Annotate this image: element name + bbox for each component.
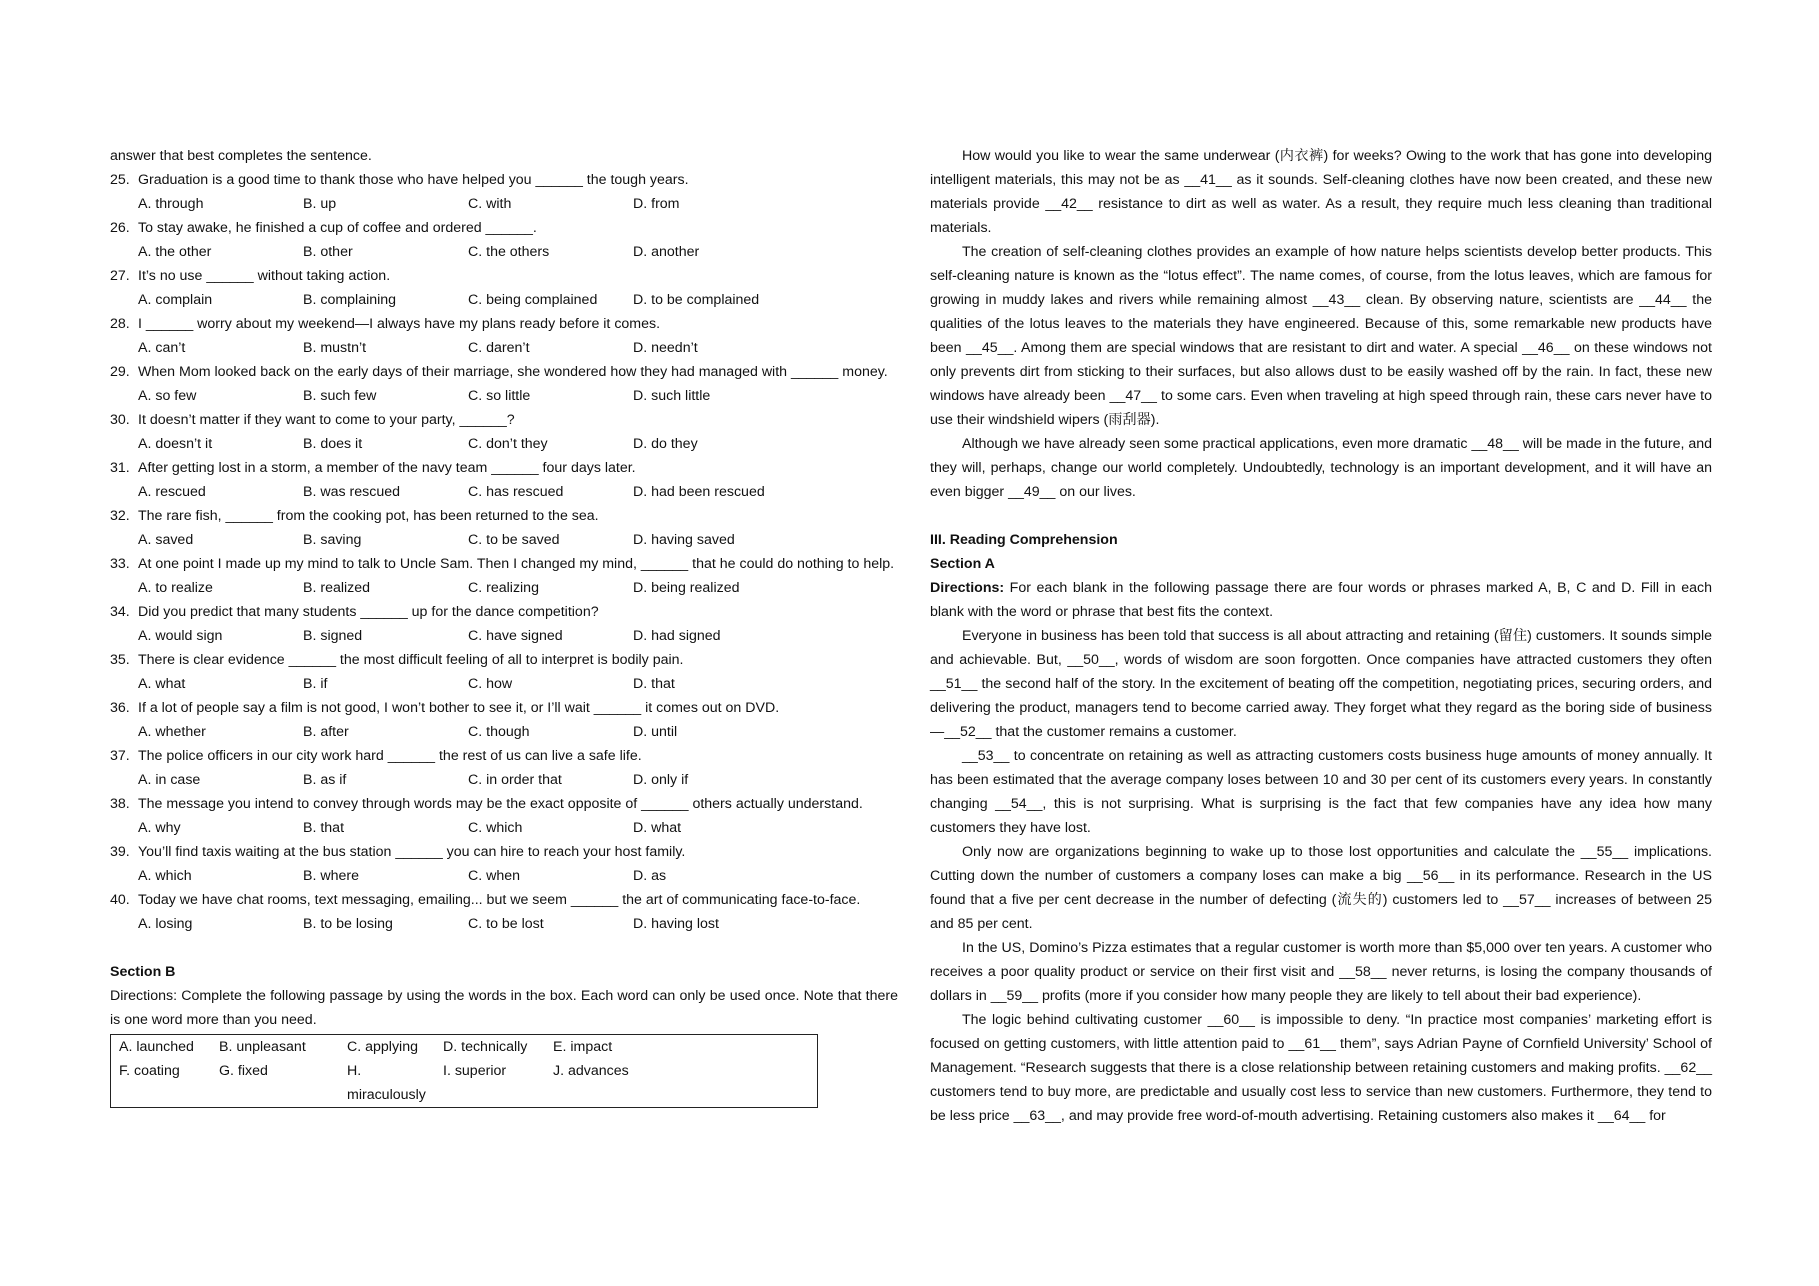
question-stem: There is clear evidence ______ the most difficult feeling of all to interpret is bodily pain.	[138, 652, 684, 668]
answer-option: A. which	[138, 868, 192, 884]
question-stem: When Mom looked back on the early days of their marriage, she wondered how they had managed with ______ money.	[138, 364, 888, 380]
answer-option: C. daren’t	[468, 340, 530, 356]
question-number: 34.	[110, 604, 130, 620]
section-b-directions: Directions: Complete the following passage by using the words in the box. Each word can only be used once. Note that there is one word more than you need.	[110, 988, 898, 1028]
question-item	[110, 168, 898, 216]
answer-option: B. up	[303, 196, 337, 212]
question-number: 33.	[110, 556, 130, 572]
question-number: 25.	[110, 172, 130, 188]
answer-option: B. other	[303, 244, 353, 260]
directions-label: Directions:	[930, 580, 1005, 596]
question-item	[110, 600, 898, 648]
answer-option: D. such little	[633, 388, 711, 404]
answer-option: C. when	[468, 868, 521, 884]
answer-option: B. if	[303, 676, 328, 692]
answer-option: A. rescued	[138, 484, 206, 500]
word-box-item: D. technically	[443, 1039, 528, 1055]
answer-option: D. only if	[633, 772, 689, 788]
answer-option: D. having lost	[633, 916, 719, 932]
question-stem: The message you intend to convey through words may be the exact opposite of ______ others actually understand.	[138, 796, 863, 812]
passage-paragraph-7: In the US, Domino’s Pizza estimates that a regular customer is worth more than $5,000 over ten years. A customer who receives a poor quality product or service on their first visit and __58__ never returns, is losing the company thousands of dollars in __59__ profits (more if you consider how many people they are likely to tell about their bad experience).	[930, 940, 1712, 1004]
answer-option: C. don’t they	[468, 436, 548, 452]
question-item	[110, 696, 898, 744]
passage-paragraph-5: __53__ to concentrate on retaining as well as attracting customers costs business huge amounts of money annually. It has been estimated that the average company loses between 10 and 30 per cent of its customers every years. In constantly changing __54__, this is not surprising. What is surprising is the fact that few companies have any idea how many customers they have lost.	[930, 748, 1712, 836]
question-stem: At one point I made up my mind to talk to Uncle Sam. Then I changed my mind, ______ that he could do nothing to help.	[138, 556, 895, 572]
answer-option: D. another	[633, 244, 700, 260]
word-box-item: I. superior	[443, 1063, 507, 1079]
answer-option: A. so few	[138, 388, 197, 404]
question-number: 36.	[110, 700, 130, 716]
answer-option: C. so little	[468, 388, 531, 404]
answer-option: C. to be saved	[468, 532, 560, 548]
question-item	[110, 888, 898, 936]
answer-option: C. have signed	[468, 628, 563, 644]
answer-option: B. realized	[303, 580, 371, 596]
question-item	[110, 504, 898, 552]
answer-option: A. can’t	[138, 340, 186, 356]
answer-option: D. from	[633, 196, 680, 212]
question-stem: Did you predict that many students ______ up for the dance competition?	[138, 604, 599, 620]
answer-option: D. do they	[633, 436, 698, 452]
answer-option: C. the others	[468, 244, 550, 260]
word-box-item: J. advances	[553, 1063, 629, 1079]
word-box-item: G. fixed	[219, 1063, 268, 1079]
question-item	[110, 456, 898, 504]
answer-option: B. after	[303, 724, 349, 740]
question-number: 40.	[110, 892, 130, 908]
section-a-directions	[930, 576, 1712, 624]
answer-option: A. in case	[138, 772, 201, 788]
answer-option: C. with	[468, 196, 512, 212]
answer-option: C. though	[468, 724, 530, 740]
answer-option: A. whether	[138, 724, 206, 740]
question-item	[110, 792, 898, 840]
question-stem: It’s no use ______ without taking action.	[138, 268, 391, 284]
word-box-item: A. launched	[119, 1039, 194, 1055]
word-box-item: F. coating	[119, 1063, 180, 1079]
passage-paragraph-3: Although we have already seen some practical applications, even more dramatic __48__ will be made in the future, and they will, perhaps, change our world completely. Undoubtedly, technology is an important development, and it will have an even bigger __49__ on our lives.	[930, 436, 1713, 500]
answer-option: D. had signed	[633, 628, 721, 644]
answer-option: D. to be complained	[633, 292, 760, 308]
question-stem: After getting lost in a storm, a member of the navy team ______ four days later.	[138, 460, 636, 476]
answer-option: A. would sign	[138, 628, 223, 644]
question-stem: Today we have chat rooms, text messaging, emailing... but we seem ______ the art of communicating face-to-face.	[138, 892, 861, 908]
answer-option: A. losing	[138, 916, 193, 932]
answer-option: B. was rescued	[303, 484, 400, 500]
question-item	[110, 216, 898, 264]
answer-option: A. the other	[138, 244, 212, 260]
question-number: 37.	[110, 748, 130, 764]
answer-option: D. being realized	[633, 580, 740, 596]
answer-option: C. which	[468, 820, 523, 836]
question-number: 32.	[110, 508, 130, 524]
passage-paragraph-6: Only now are organizations beginning to wake up to those lost opportunities and calculate the __55__ implications. Cutting down the number of customers a company loses can make a big __56__ in its performance. Research in the US found that a five per cent decrease in the number of defecting (流失的) customers led to __57__ increases of between 25 and 85 per cent.	[930, 844, 1712, 932]
question-stem: To stay awake, he finished a cup of coffee and ordered ______.	[138, 220, 537, 236]
word-box	[110, 1034, 818, 1108]
answer-option: D. what	[633, 820, 682, 836]
question-number: 35.	[110, 652, 130, 668]
answer-option: B. where	[303, 868, 359, 884]
answer-option: C. has rescued	[468, 484, 564, 500]
question-number: 38.	[110, 796, 130, 812]
question-stem: The rare fish, ______ from the cooking pot, has been returned to the sea.	[138, 508, 599, 524]
section-a-title: Section A	[930, 556, 995, 572]
answer-option: B. does it	[303, 436, 363, 452]
answer-option: C. to be lost	[468, 916, 544, 932]
question-stem: The police officers in our city work hard ______ the rest of us can live a safe life.	[138, 748, 642, 764]
question-item	[110, 312, 898, 360]
question-item	[110, 648, 898, 696]
passage-paragraph-1: How would you like to wear the same underwear (内衣裤) for weeks? Owing to the work that has gone into developing intelligent materials, this may not be as __41__ as it sounds. Self-cleaning clothes have now been created, and these new materials provide __42__ resistance to dirt as well as water. As a result, they require much less cleaning than traditional materials.	[930, 148, 1712, 236]
answer-option: B. saving	[303, 532, 362, 548]
word-box-item: C. applying	[347, 1039, 418, 1055]
answer-option: C. how	[468, 676, 513, 692]
passage-paragraph-8: The logic behind cultivating customer __60__ is impossible to deny. “In practice most companies’ marketing effort is focused on getting customers, with little attention paid to __61__ them”, says Adrian Payne of Cornfield University’ School of Management. “Research suggests that there is a close relationship between retaining customers and making profits. __62__ customers tend to buy more, are predictable and usually cost less to service than new customers. Furthermore, they tend to be less price __63__, and may provide free word-of-mouth advertising. Retaining customers also makes it __64__ for	[930, 1012, 1712, 1124]
question-stem: You’ll find taxis waiting at the bus station ______ you can hire to reach your host family.	[138, 844, 686, 860]
answer-option: B. signed	[303, 628, 363, 644]
passage-paragraph-2: The creation of self-cleaning clothes provides an example of how nature helps scientists develop better products. This self-cleaning nature is known as the “lotus effect”. The name comes, of course, from the lotus leaves, which are famous for growing in muddy lakes and rivers while remaining almost __43__ clean. By observing nature, scientists are __44__ the qualities of the lotus leaves to the materials they have engineered. Because of this, some remarkable new products have been __45__. Among them are special windows that are resistant to dirt and water. A special __46__ on these windows not only prevents dirt from sticking to their surfaces, but also allows dust to be easily washed off by the rain. In fact, these new windows have already been __47__ to some cars. Even when traveling at high speed through rain, these cars never have to use their windshield wipers (雨刮器).	[930, 244, 1712, 428]
answer-option: B. mustn’t	[303, 340, 367, 356]
word-box-item: E. impact	[553, 1039, 613, 1055]
question-stem: It doesn’t matter if they want to come to your party, ______?	[138, 412, 515, 428]
answer-option: C. realizing	[468, 580, 539, 596]
question-stem: I ______ worry about my weekend—I always have my plans ready before it comes.	[138, 316, 661, 332]
answer-option: A. to realize	[138, 580, 213, 596]
question-item	[110, 264, 898, 312]
answer-option: D. needn’t	[633, 340, 698, 356]
question-number: 30.	[110, 412, 130, 428]
answer-option: B. that	[303, 820, 345, 836]
directions-text: For each blank in the following passage there are four words or phrases marked A, B, C and D. Fill in each blank with the word or phrase that best fits the context.	[930, 580, 1712, 620]
answer-option: A. through	[138, 196, 204, 212]
question-number: 39.	[110, 844, 130, 860]
answer-option: B. such few	[303, 388, 377, 404]
left-column	[110, 144, 898, 1108]
question-stem: If a lot of people say a film is not good, I won’t bother to see it, or I’ll wait ______ it comes out on DVD.	[138, 700, 780, 716]
section-b-title: Section B	[110, 964, 176, 980]
right-column	[930, 144, 1712, 1128]
word-box-item: B. unpleasant	[219, 1039, 306, 1055]
answer-option: A. what	[138, 676, 186, 692]
question-item	[110, 840, 898, 888]
answer-option: D. that	[633, 676, 675, 692]
answer-option: D. until	[633, 724, 678, 740]
question-stem: Graduation is a good time to thank those who have helped you ______ the tough years.	[138, 172, 689, 188]
question-item	[110, 552, 898, 600]
question-list	[110, 168, 898, 936]
passage-paragraph-4: Everyone in business has been told that success is all about attracting and retaining (留住) customers. It sounds simple and achievable. But, __50__, words of wisdom are soon forgotten. Once companies have attracted customers they often __51__ the second half of the story. In the excitement of beating off the competition, negotiating prices, securing orders, and delivering the product, managers tend to become carried away. They forget what they regard as the boring side of business—__52__ that the customer remains a customer.	[930, 628, 1712, 740]
word-box-item: H. miraculously	[347, 1063, 426, 1103]
answer-option: D. having saved	[633, 532, 735, 548]
answer-option: A. complain	[138, 292, 213, 308]
question-item	[110, 408, 898, 456]
word-box-row-1	[119, 1035, 809, 1059]
answer-option: B. to be losing	[303, 916, 393, 932]
question-number: 27.	[110, 268, 130, 284]
part-3-title: III. Reading Comprehension	[930, 532, 1118, 548]
question-number: 31.	[110, 460, 130, 476]
question-number: 29.	[110, 364, 130, 380]
answer-option: B. complaining	[303, 292, 397, 308]
question-number: 28.	[110, 316, 130, 332]
answer-option: A. doesn’t it	[138, 436, 213, 452]
word-box-row-2	[119, 1059, 809, 1107]
answer-option: C. in order that	[468, 772, 562, 788]
question-number: 26.	[110, 220, 130, 236]
answer-option: A. why	[138, 820, 181, 836]
question-item	[110, 744, 898, 792]
answer-option: D. had been rescued	[633, 484, 765, 500]
question-item	[110, 360, 898, 408]
answer-option: D. as	[633, 868, 667, 884]
intro-text: answer that best completes the sentence.	[110, 148, 372, 164]
answer-option: A. saved	[138, 532, 194, 548]
answer-option: B. as if	[303, 772, 347, 788]
answer-option: C. being complained	[468, 292, 598, 308]
